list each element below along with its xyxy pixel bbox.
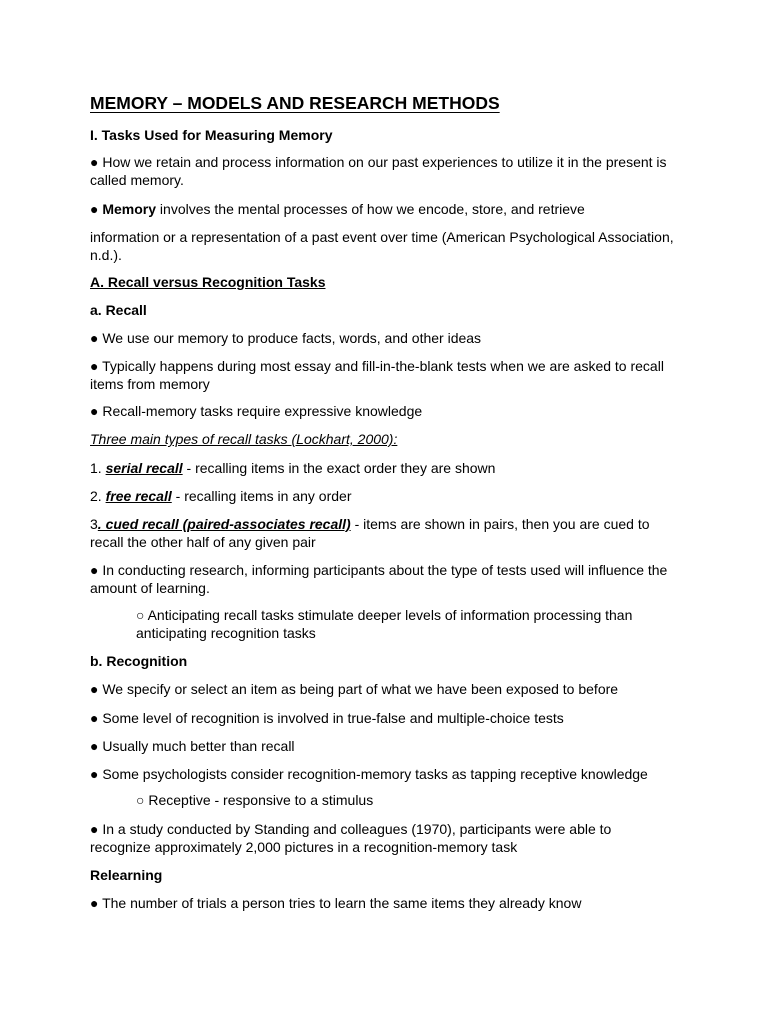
serial-recall-desc: - recalling items in the exact order they are shown	[182, 460, 496, 476]
recognition-bullet-2: ● Some level of recognition is involved in true-false and multiple-choice tests	[90, 710, 564, 726]
subheading-recognition: b. Recognition	[90, 653, 188, 669]
free-recall-term: free recall	[105, 488, 172, 504]
section-heading-recall-vs-recognition: A. Recall versus Recognition Tasks	[90, 274, 326, 290]
serial-recall-term: serial recall	[105, 460, 183, 476]
bullet-glyph: ●	[90, 201, 103, 217]
recognition-bullet-3: ● Usually much better than recall	[90, 738, 295, 754]
recognition-bullet-5: ● In a study conducted by Standing and colleagues (1970), participants were able to recognize approximately 2,000 pictures in a recognition-memory task	[90, 821, 612, 855]
recall-bullet-1: ● We use our memory to produce facts, words, and other ideas	[90, 330, 482, 346]
recall-bullet-3: ● Recall-memory tasks require expressive knowledge	[90, 403, 423, 419]
memory-involves-text: involves the mental processes of how we encode, store, and retrieve	[156, 201, 585, 217]
paragraph-memory-involves	[90, 200, 585, 218]
recall-type-free	[90, 487, 352, 505]
relearning-bullet-1: ● The number of trials a person tries to learn the same items they already know	[90, 895, 582, 911]
cued-recall-desc: - items are shown in pairs, then you are cued to recall the other half of any given pair	[90, 516, 650, 550]
cued-recall-term: . cued recall (paired-associates recall)	[97, 516, 351, 532]
recall-types-heading: Three main types of recall tasks (Lockhart, 2000):	[90, 431, 398, 447]
subheading-recall: a. Recall	[90, 302, 147, 318]
recall-bullet-4: ● In conducting research, informing participants about the type of tests used will influence the amount of learning.	[90, 562, 668, 596]
paragraph-memory-definition: ● How we retain and process information on our past experiences to utilize it in the present is called memory.	[90, 154, 667, 188]
recognition-bullet-1: ● We specify or select an item as being part of what we have been exposed to before	[90, 681, 619, 697]
section-heading-tasks: I. Tasks Used for Measuring Memory	[90, 127, 333, 143]
page-title: MEMORY – MODELS AND RESEARCH METHODS	[90, 93, 500, 113]
recall-type-serial	[90, 459, 495, 477]
free-recall-desc: - recalling items in any order	[171, 488, 352, 504]
list-number: 3	[90, 516, 98, 532]
recall-type-cued	[90, 515, 675, 551]
recognition-bullet-4: ● Some psychologists consider recognition-memory tasks as tapping receptive knowledge	[90, 766, 648, 782]
recall-sub-bullet-1: ○ Anticipating recall tasks stimulate deeper levels of information processing than anticipating recognition tasks	[136, 607, 633, 641]
list-number: 2.	[90, 488, 106, 504]
memory-term: Memory	[102, 201, 157, 217]
list-number: 1.	[90, 460, 106, 476]
recall-bullet-2: ● Typically happens during most essay and fill-in-the-blank tests when we are asked to recall items from memory	[90, 358, 664, 392]
subheading-relearning: Relearning	[90, 867, 163, 883]
paragraph-representation: information or a representation of a past event over time (American Psychological Association, n.d.).	[90, 229, 674, 263]
recognition-sub-bullet-1: ○ Receptive - responsive to a stimulus	[136, 792, 374, 808]
